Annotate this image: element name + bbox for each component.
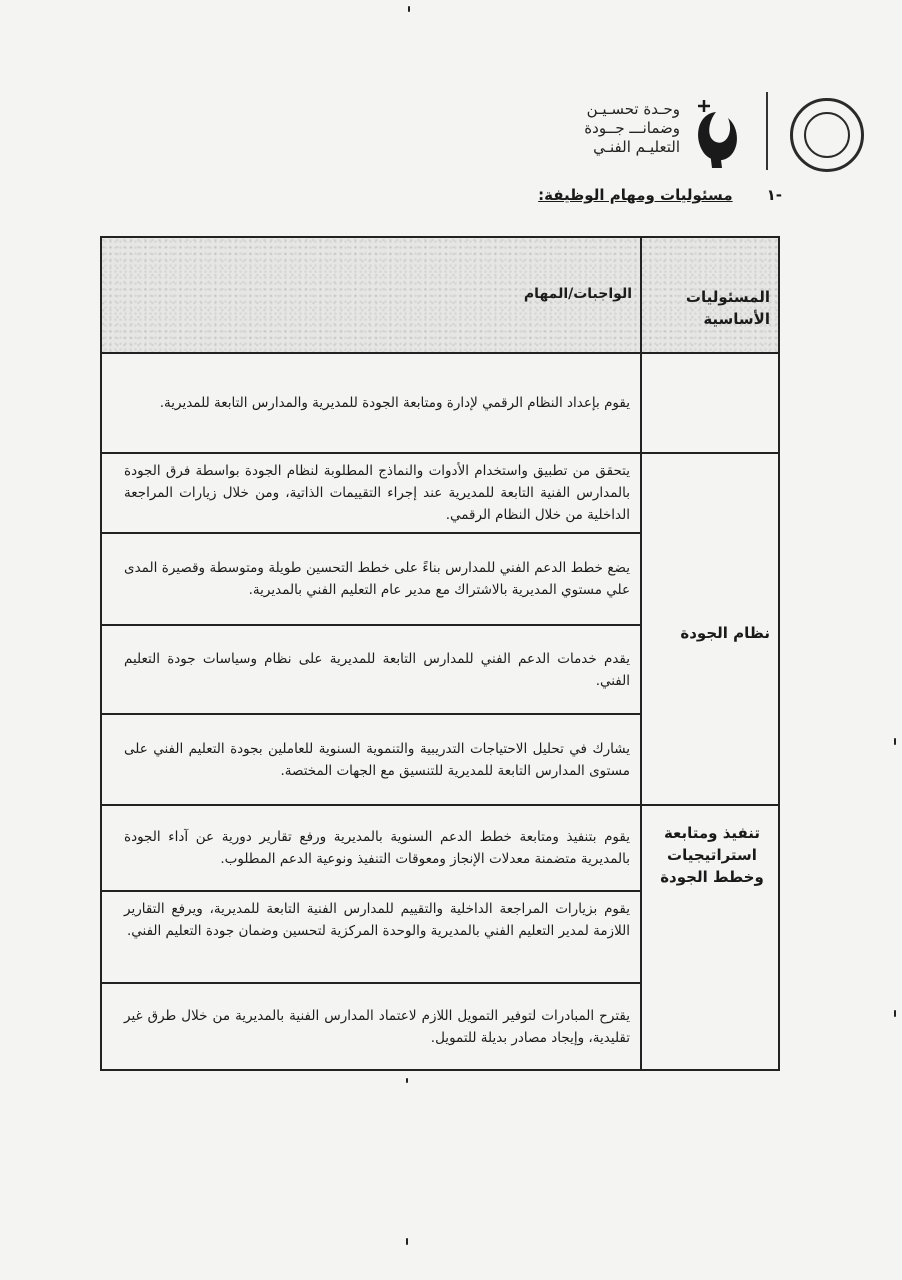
duty-row: يقوم بإعداد النظام الرقمي لإدارة ومتابعة الجودة للمديرية والمدارس التابعة للمديرية. [159,395,630,411]
duty-row: يقوم بزيارات المراجعة الداخلية والتقييم للمدارس الفنية التابعة للمديرية، ويرفع التقارير اللازمة لمدير التعليم الفني بالمديرية والوحدة المركزية لتحسين وضمان جودة التعليم الفني. [124,901,630,939]
section-heading [538,186,782,204]
column-divider [640,238,642,1069]
group-label-quality-system: نظام الجودة [680,624,770,642]
scan-speck [408,6,410,12]
responsibilities-table [100,236,780,1071]
header-duties-label: الواجبات/المهام [523,286,632,302]
quality-unit-logo-icon [690,92,742,170]
unit-name-line: التعليـم الفنـي [593,138,680,156]
header-divider [766,92,768,170]
duty-row: يقدم خدمات الدعم الفني للمدارس التابعة للمديرية على نظام وسياسات جودة التعليم الفني. [124,650,630,689]
scan-speck [894,1010,896,1017]
unit-name [560,100,680,157]
duty-row: يتحقق من تطبيق واستخدام الأدوات والنماذج المطلوبة لنظام الجودة بواسطة فرق الجودة بالمدارس الفنية التابعة للمديرية عند إجراء التقييمات الذاتية، ومن خلال زيارات المراجعة الداخلية من خلال النظام الرقمي. [124,463,630,523]
scan-speck [406,1078,408,1083]
group-label-quality-strategies: تنفيذ ومتابعة استراتيجيات وخطط الجودة [660,824,764,886]
unit-name-line: وضمانـــ جــودة [584,119,680,137]
duty-row: يقترح المبادرات لتوفير التمويل اللازم لاعتماد المدارس الفنية بالمديرية من خلال طرق غير تقليدية، وإيجاد مصادر بديلة للتمويل. [124,1007,630,1046]
section-number: -١ [766,186,782,204]
ministry-emblem-icon [790,98,864,172]
scan-speck [894,738,896,745]
header-responsibilities-label: المسئوليات الأساسية [685,288,770,328]
duty-row: يشارك في تحليل الاحتياجات التدريبية والتنموية السنوية للعاملين بجودة التعليم الفني على مستوى المدارس التابعة للمديرية للتنسيق مع الجهات المختصة. [124,740,630,779]
scan-speck [406,1238,408,1245]
section-title: مسئوليات ومهام الوظيفة: [538,186,733,204]
unit-name-line: وحـدة تحسـيـن [586,100,680,118]
duty-row: يضع خطط الدعم الفني للمدارس بناءً على خطط التحسين طويلة ومتوسطة وقصيرة المدى علي مستوي المديرية بالاشتراك مع مدير عام التعليم الفني بالمديرية. [124,560,630,598]
duty-row: يقوم بتنفيذ ومتابعة خطط الدعم السنوية بالمديرية ورفع تقارير دورية عن آداء الجودة بالمديرية متضمنة معدلات الإنجاز ومعوقات التنفيذ ونوعية الدعم المطلوب. [124,829,630,867]
